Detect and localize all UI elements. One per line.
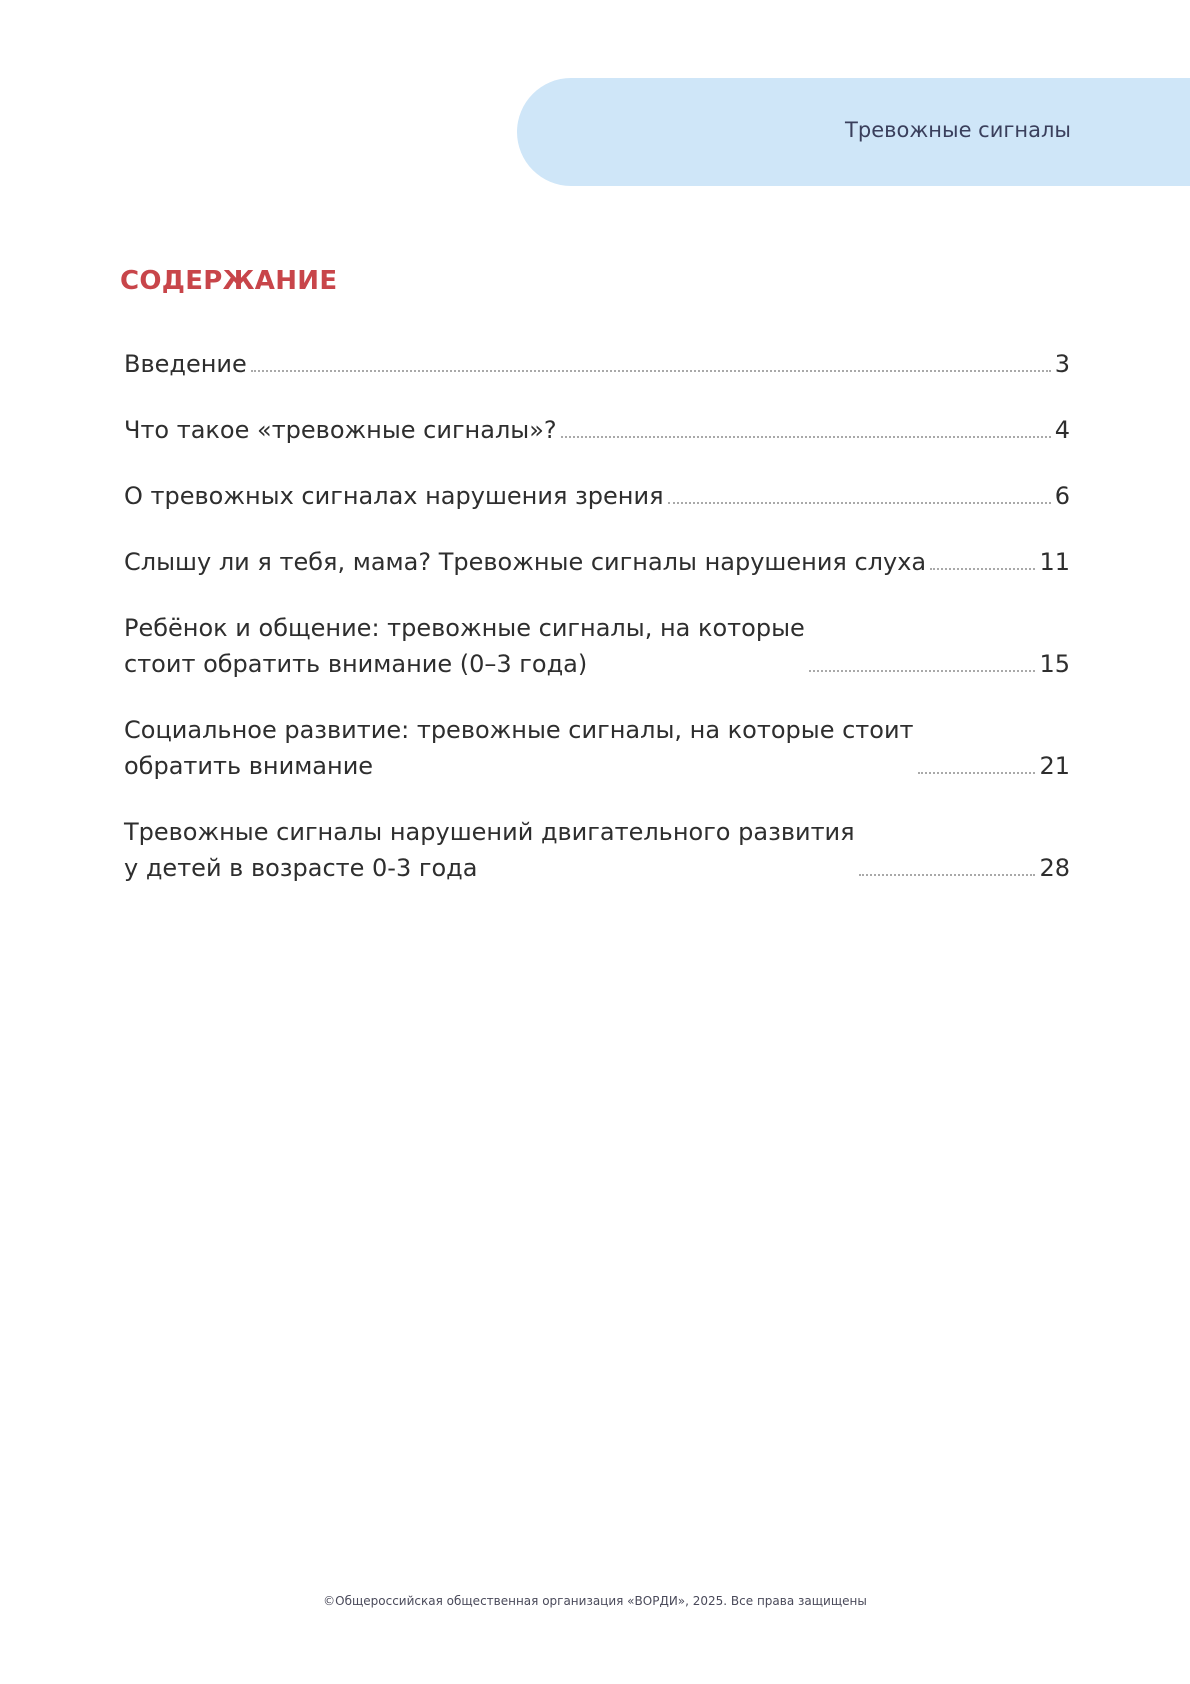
toc-item-title: Введение <box>124 350 247 378</box>
toc-item-title: О тревожных сигналах нарушения зрения <box>124 482 664 510</box>
toc-leader-dots <box>918 772 1036 774</box>
toc-item-hearing[interactable] <box>124 544 1070 580</box>
toc-item-title <box>124 712 914 784</box>
footer-copyright: ©Общероссийская общественная организация «ВОРДИ», 2025. Все права защищены <box>323 1594 867 1608</box>
toc-item-title <box>124 814 855 886</box>
toc-item-what-are-signals[interactable] <box>124 412 1070 448</box>
toc-item-page: 21 <box>1039 752 1070 780</box>
toc-item-title-line: стоит обратить внимание (0–3 года) <box>124 650 588 678</box>
toc-item-page: 11 <box>1039 548 1070 576</box>
toc-item-page: 4 <box>1054 416 1070 444</box>
toc-item-title <box>124 610 805 682</box>
toc-item-page: 6 <box>1054 482 1070 510</box>
toc-item-communication[interactable] <box>124 610 1070 682</box>
toc-leader-dots <box>809 670 1036 672</box>
toc-item-introduction[interactable] <box>124 346 1070 382</box>
toc-item-vision[interactable] <box>124 478 1070 514</box>
toc-item-title: Что такое «тревожные сигналы»? <box>124 416 557 444</box>
toc-leader-dots <box>930 568 1035 570</box>
toc-item-page: 3 <box>1054 350 1070 378</box>
toc-leader-dots <box>668 502 1051 504</box>
toc-leader-dots <box>859 874 1036 876</box>
toc-item-title-line: Социальное развитие: тревожные сигналы, на которые стоит <box>124 716 914 744</box>
toc-item-title-line: обратить внимание <box>124 752 374 780</box>
toc-item-page: 15 <box>1039 650 1070 678</box>
toc-leader-dots <box>561 436 1051 438</box>
toc-item-page: 28 <box>1039 854 1070 882</box>
toc-item-title-line: Ребёнок и общение: тревожные сигналы, на которые <box>124 614 805 642</box>
toc-leader-dots <box>251 370 1051 372</box>
toc-item-motor-development[interactable] <box>124 814 1070 886</box>
toc-heading: СОДЕРЖАНИЕ <box>120 266 338 296</box>
toc-item-title-line: Тревожные сигналы нарушений двигательного развития <box>124 818 855 846</box>
toc-item-social-development[interactable] <box>124 712 1070 784</box>
toc-item-title: Слышу ли я тебя, мама? Тревожные сигналы нарушения слуха <box>124 548 927 576</box>
running-header-title: Тревожные сигналы <box>845 118 1071 142</box>
toc-item-title-line: у детей в возрасте 0-3 года <box>124 854 478 882</box>
